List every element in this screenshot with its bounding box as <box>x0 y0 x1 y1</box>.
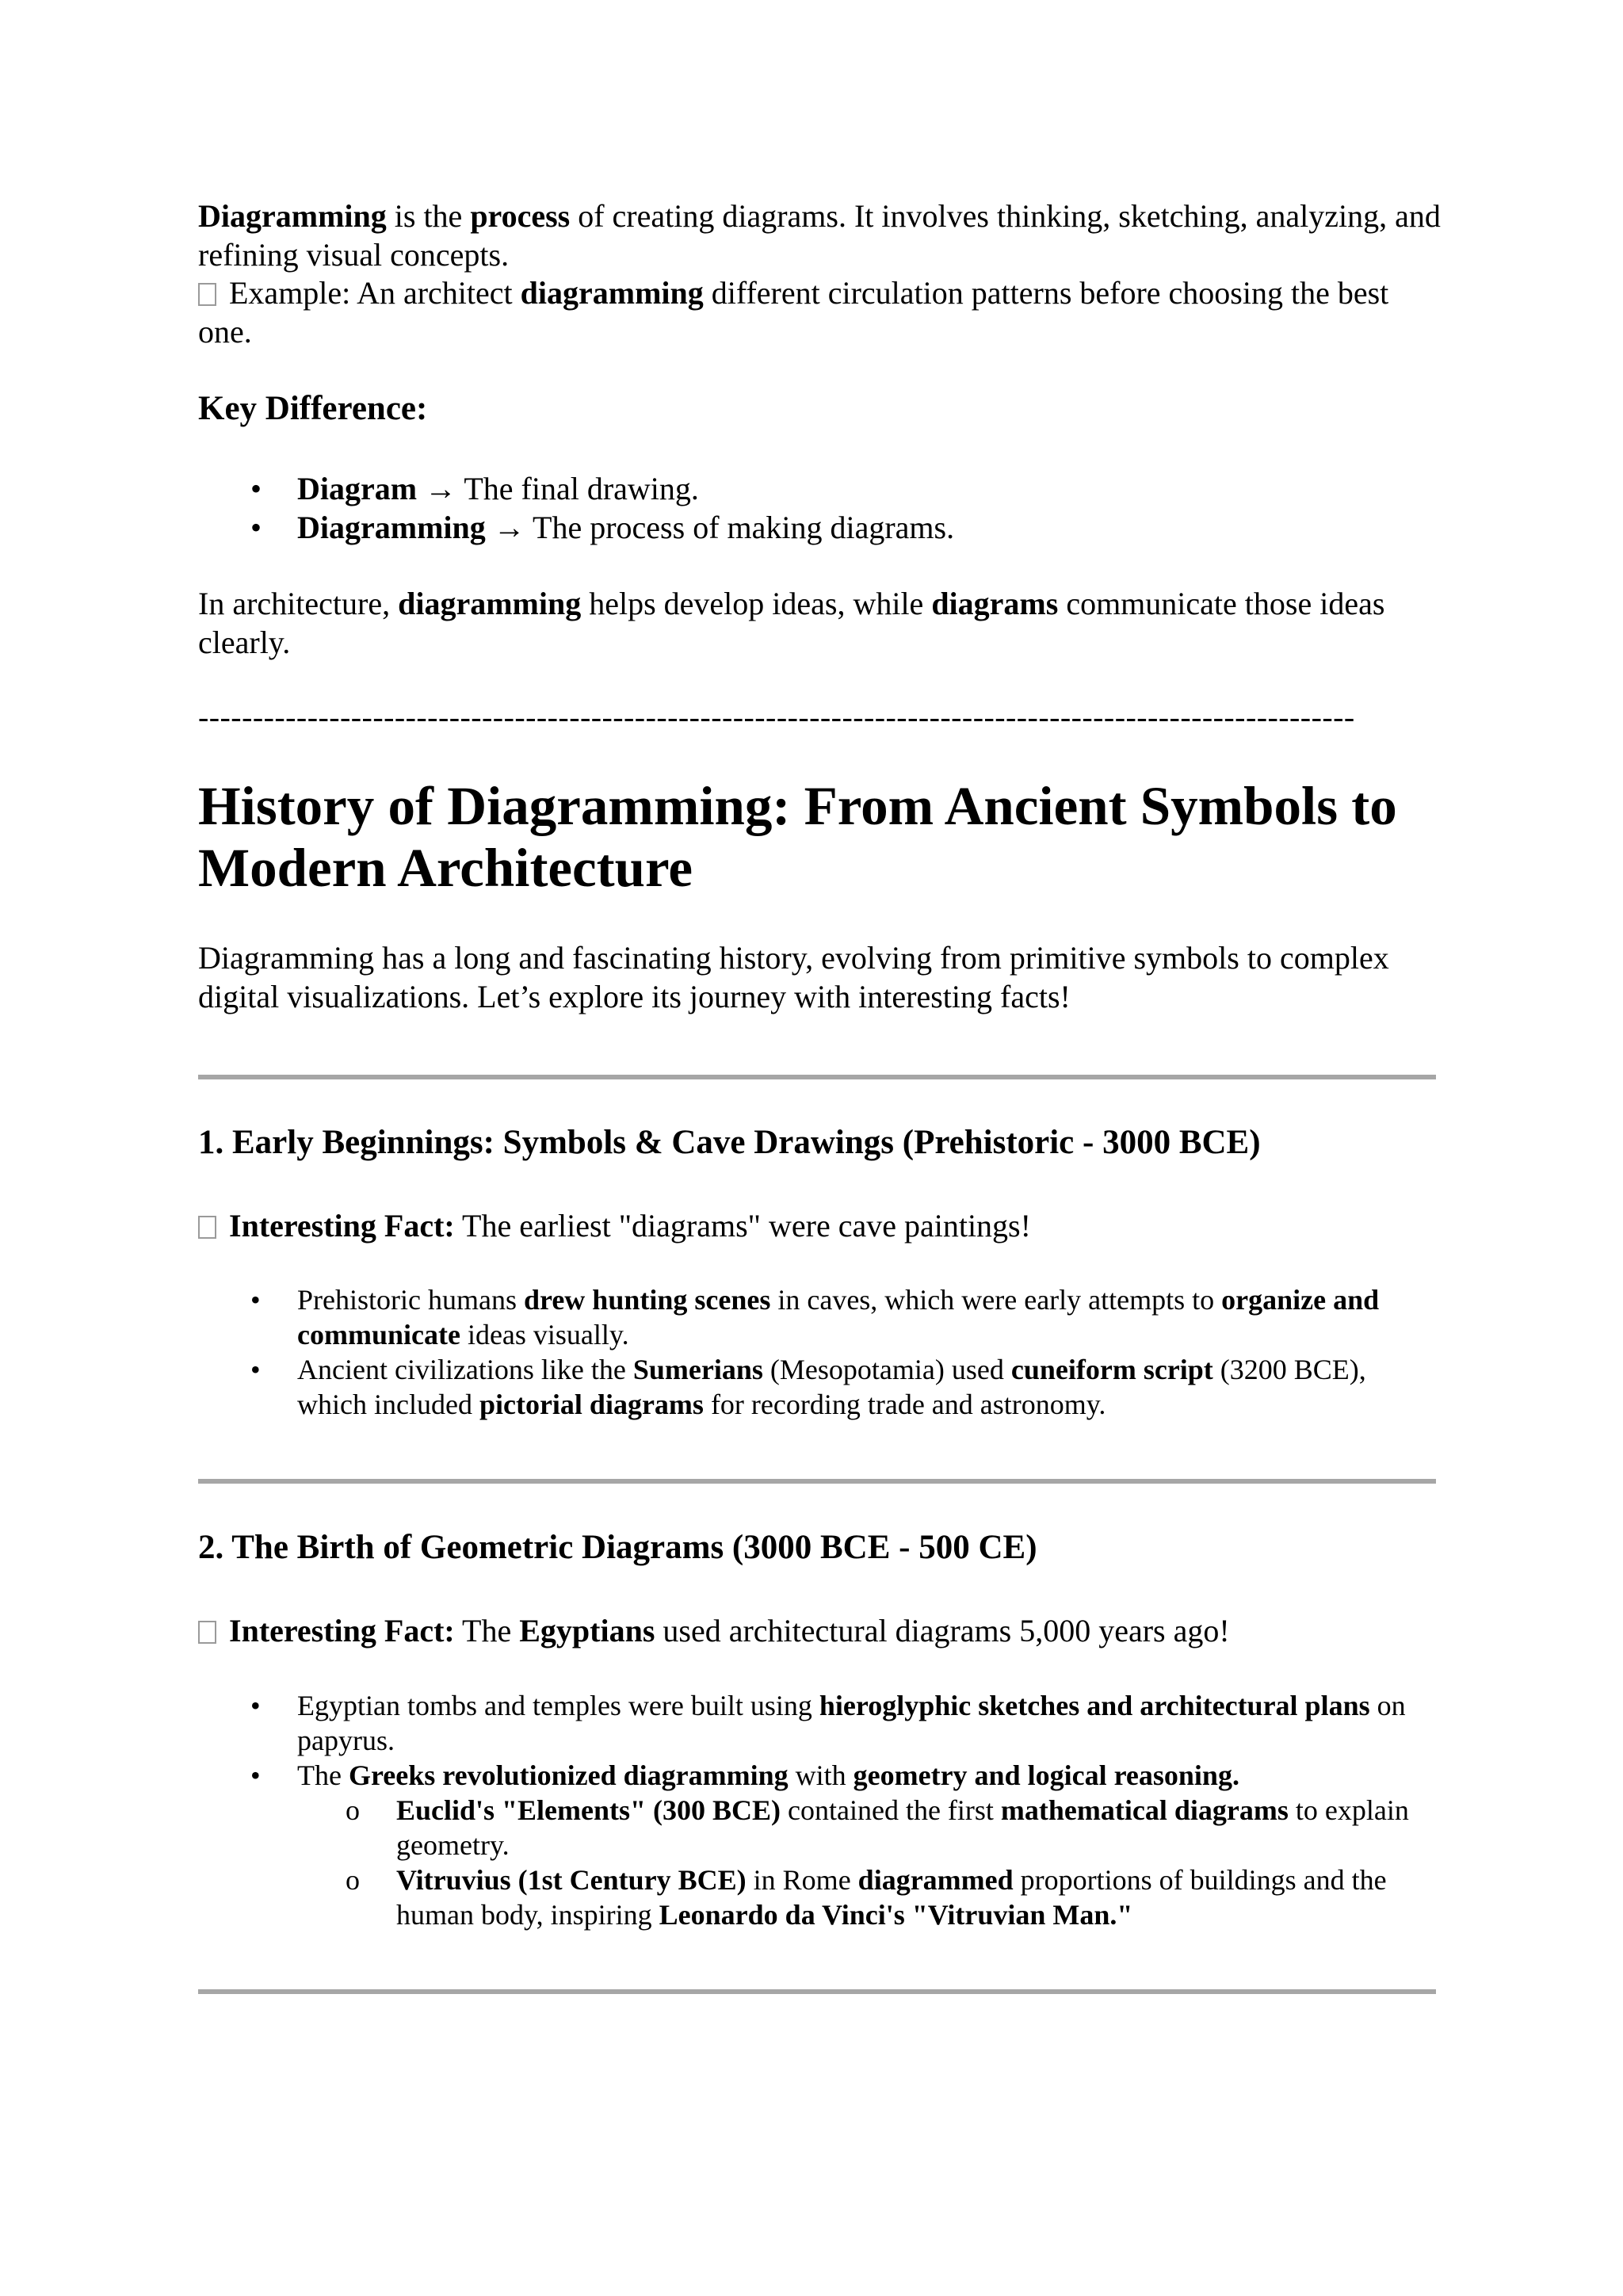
section-1-list <box>198 1282 1434 1422</box>
section-2-fact: Interesting Fact: The Egyptians used architectural diagrams 5,000 years ago! <box>198 1611 1230 1650</box>
list-item: o Vitruvius (1st Century BCE) in Rome diagrammed proportions of buildings and the human body, inspiring Leonardo da Vinci's "Vitruvian Man." <box>198 1862 1419 1932</box>
intro-paragraph: Diagramming is the process of creating diagrams. It involves thinking, sketching, analyzing, and refining visual concepts. <box>198 198 1441 273</box>
key-difference-list <box>198 469 1434 547</box>
horizontal-rule <box>198 1479 1436 1484</box>
missing-glyph-icon <box>198 1621 216 1644</box>
key-difference-heading: Key Difference: <box>198 390 428 427</box>
section-1-heading: 1. Early Beginnings: Symbols & Cave Drawings (Prehistoric - 3000 BCE) <box>198 1124 1261 1161</box>
section-2-list <box>198 1688 1442 1793</box>
section-2-heading: 2. The Birth of Geometric Diagrams (3000 BCE - 500 CE) <box>198 1529 1037 1566</box>
term-diagramming: Diagramming <box>198 198 387 234</box>
section-2-sublist <box>198 1793 1419 1932</box>
missing-glyph-icon <box>198 1216 216 1239</box>
list-item: • Ancient civilizations like the Sumerians (Mesopotamia) used cuneiform script (3200 BCE), which included pictorial diagrams for recording trade and astronomy. <box>198 1352 1434 1422</box>
section-1-fact: Interesting Fact: The earliest "diagrams" were cave paintings! <box>198 1206 1031 1245</box>
list-item: • Prehistoric humans drew hunting scenes in caves, which were early attempts to organize and communicate ideas visually. <box>198 1282 1434 1352</box>
missing-glyph-icon <box>198 283 216 306</box>
list-item: • The Greeks revolutionized diagramming with geometry and logical reasoning. <box>198 1758 1442 1793</box>
list-item: • Diagramming → The process of making diagrams. <box>198 508 1434 547</box>
horizontal-rule <box>198 1075 1436 1079</box>
list-item: o Euclid's "Elements" (300 BCE) contained the first mathematical diagrams to explain geometry. <box>198 1793 1419 1862</box>
list-item: • Egyptian tombs and temples were built using hieroglyphic sketches and architectural plans on papyrus. <box>198 1688 1442 1758</box>
example-paragraph: Example: An architect diagramming different circulation patterns before choosing the best one. <box>198 275 1389 350</box>
history-intro-paragraph: Diagramming has a long and fascinating history, evolving from primitive symbols to complex digital visualizations. Let’s explore its journey with interesting facts! <box>198 940 1389 1014</box>
horizontal-rule <box>198 1989 1436 1994</box>
page-title: History of Diagramming: From Ancient Symbols to Modern Architecture <box>198 776 1397 898</box>
summary-paragraph: In architecture, diagramming helps develop ideas, while diagrams communicate those ideas clearly. <box>198 586 1385 660</box>
list-item: • Diagram → The final drawing. <box>198 469 1434 508</box>
dash-separator: ---------------------------------------------------------------------------------------------------------- <box>198 699 1355 735</box>
